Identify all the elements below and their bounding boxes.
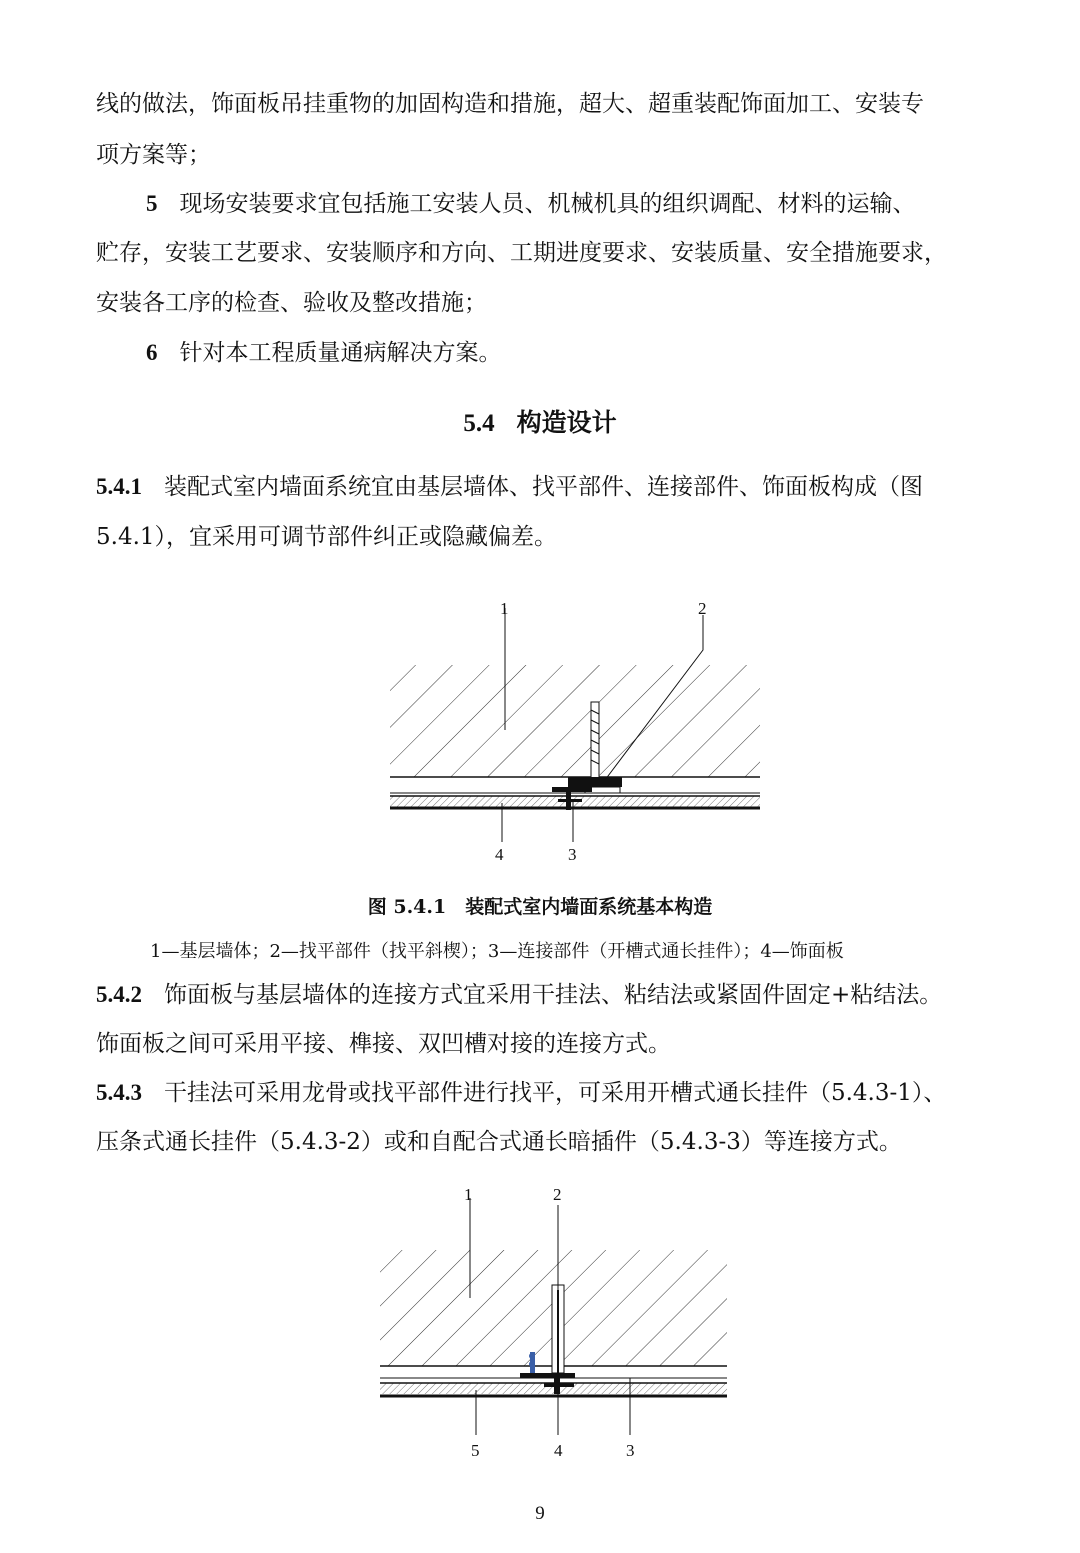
figure-label: 3 [568, 845, 577, 864]
section-number: 5.4 [463, 410, 495, 437]
clause-text: 饰面板与基层墙体的连接方式宜采用干挂法、粘结法或紧固件固定+粘结法。 [163, 982, 943, 1008]
anchor-bolt [552, 1285, 564, 1373]
figure-label: 1 [500, 599, 509, 618]
paragraph-line: 项方案等； [96, 142, 211, 168]
figure-5-4-3-1 [370, 1180, 740, 1470]
figure-5-4-1 [380, 590, 780, 870]
fixing-screw [529, 1352, 535, 1374]
figure-label: 5 [471, 1441, 480, 1460]
list-item-5 [146, 189, 915, 219]
figure-label: 2 [553, 1185, 562, 1204]
section-heading [0, 403, 1080, 439]
paragraph-line: 线的做法，饰面板吊挂重物的加固构造和措施，超大、超重装配饰面加工、安装专 [96, 91, 924, 117]
figure-legend: 1—基层墙体；2—找平部件（找平斜楔）；3—连接部件（开槽式通长挂件）；4—饰面板 [150, 941, 844, 962]
list-text: 针对本工程质量通病解决方案。 [179, 340, 502, 366]
clause-text: 干挂法可采用龙骨或找平部件进行找平，可采用开槽式通长挂件（5.4.3-1）、 [163, 1080, 947, 1106]
list-number: 6 [146, 340, 158, 365]
list-item-6 [146, 338, 501, 368]
clause-5-4-2 [96, 980, 942, 1010]
page-number: 9 [535, 1503, 545, 1524]
list-number: 5 [146, 191, 158, 216]
clause-5-4-3 [96, 1078, 946, 1108]
section-title: 构造设计 [516, 410, 617, 437]
anchor-screw [591, 702, 599, 782]
paragraph-line: 饰面板之间可采用平接、榫接、双凹槽对接的连接方式。 [96, 1031, 671, 1057]
clause-number: 5.4.1 [96, 474, 142, 499]
clause-5-4-1 [96, 472, 923, 502]
figure-caption: 图 5.4.1 装配式室内墙面系统基本构造 [367, 896, 713, 918]
figure-label: 4 [554, 1441, 563, 1460]
paragraph-line: 安装各工序的检查、验收及整改措施； [96, 290, 487, 316]
paragraph-line: 5.4.1），宜采用可调节部件纠正或隐藏偏差。 [96, 524, 558, 550]
clause-text: 装配式室内墙面系统宜由基层墙体、找平部件、连接部件、饰面板构成（图 [163, 474, 923, 500]
list-text: 现场安装要求宜包括施工安装人员、机械机具的组织调配、材料的运输、 [179, 191, 916, 217]
base-wall [390, 665, 760, 777]
figure-label: 1 [464, 1185, 473, 1204]
paragraph-line: 贮存，安装工艺要求、安装顺序和方向、工期进度要求、安装质量、安全措施要求， [96, 240, 947, 266]
figure-label: 4 [495, 845, 504, 864]
clause-number: 5.4.3 [96, 1080, 142, 1105]
clause-number: 5.4.2 [96, 982, 142, 1007]
figure-label: 2 [698, 599, 707, 618]
paragraph-line: 压条式通长挂件（5.4.3-2）或和自配合式通长暗插件（5.4.3-3）等连接方式。 [96, 1129, 902, 1155]
figure-label: 3 [626, 1441, 635, 1460]
